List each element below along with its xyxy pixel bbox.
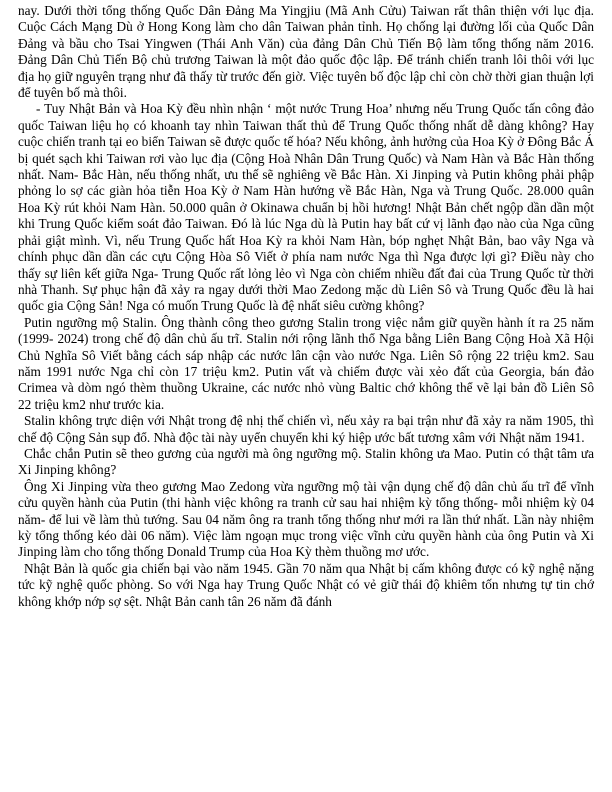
- paragraph-taiwan-analysis: - Tuy Nhật Bản và Hoa Kỳ đều nhìn nhận ‘ một nước Trung Hoa’ nhưng nếu Trung Quốc tấn công đảo quốc Taiwan liệu họ có khoanh tay nhìn Taiwan thất thủ để Trung Quốc thống nhất dễ dàng không? Hay cuộc chiến tranh tại eo biển Taiwan sẽ được quốc tế hóa? Nếu không, ảnh hưởng của Hoa Kỳ ở Đông Bắc Á bị quét sạch khi Taiwan rơi vào lục địa (Cộng Hoà Nhân Dân Trung Quốc) và Nam Hàn và Bắc Hàn thống nhất. Nam- Bắc Hàn, nếu thống nhất, ưu thế sẽ nghiêng về Bắc Hàn. Xi Jinping và Putin không phải phập phỏng lo sợ các giàn hỏa tiễn Hoa Kỳ ở Nam Hàn hướng về Bắc Hàn, Nga và Trung Quốc. 28.000 quân Hoa Kỳ rút khỏi Nam Hàn. 50.000 quân ở Okinawa chuẩn bị hồi hương! Nhật Bản chết ngộp dần dần một khi Trung Quốc kiểm soát đảo Taiwan. Đó là lúc Nga dù là Putin hay bất cứ vị lãnh đạo nào của Nga cũng phải giật mình. Vì, nếu Trung Quốc hất Hoa Kỳ ra khỏi Nam Hàn, bóp nghẹt Nhật Bản, bao vây Nga và chính phục dần dần các cựu Cộng Hòa Sô Viết ở phía nam nước Nga thì Nga được lợi gì? Điều này cho thấy sự liên kết giữa Nga- Trung Quốc rất lỏng lẻo vì Nga còn chiếm nhiều đất đai của Trung Quốc từ thời nhà Thanh. Sự phục hận đã xảy ra ngay dưới thời Mao Zedong mặc dù Liên Sô và Trung Quốc đều là hai quốc gia Cộng Sản! Nga có muốn Trung Quốc là đệ nhất siêu cường không?: [18, 101, 595, 314]
- paragraph-japan: Nhật Bản là quốc gia chiến bại vào năm 1945. Gần 70 năm qua Nhật bị cấm không được có kỹ nghệ nặng tức kỹ nghệ quốc phòng. So với Nga hay Trung Quốc Nhật có vẻ giữ thái độ khiêm tốn nhưng tự tin chớ không khớp nớp sợ sệt. Nhật Bản canh tân 26 năm đã đánh: [18, 560, 594, 609]
- paragraph-stalin-japan: Stalin không trực diện với Nhật trong đệ nhị thế chiến vì, nếu xảy ra bại trận như đã xảy ra năm 1905, thì chế độ Cộng Sản sụp đổ. Nhà độc tài này uyển chuyển khi ký hiệp ước bất tương xâm với Nhật năm 1941.: [18, 413, 594, 445]
- paragraph-xi-jinping: Ông Xi Jinping vừa theo gương Mao Zedong vừa ngưỡng mộ tài vận dụng chế độ dân chủ ấu trĩ để vĩnh cửu quyền hành của Putin (thi hành việc không ra tranh cử sau hai nhiệm kỳ tổng thống- mỗi nhiệm kỳ 04 năm- để lui về làm thủ tướng. Sau 04 năm ông ra tranh tổng thống như mới ra lần thứ nhất. Lần này nhiệm kỳ tổng thống kéo dài 06 năm). Việc làm ngoạn mục trong việc vĩnh cửu quyền hành của ông Putin và Xi Jinping làm cho tổng thống Donald Trump của Hoa Kỳ thèm thuồng mơ ước.: [18, 478, 594, 560]
- paragraph-putin-stalin: Putin ngưỡng mộ Stalin. Ông thành công theo gương Stalin trong việc nắm giữ quyền hành ít ra 25 năm (1999- 2024) trong chế độ dân chủ ấu trĩ. Stalin nới rộng lãnh thổ Nga bằng Liên Bang Cộng Hoà Xã Hội Chủ Nghĩa Sô Viết bằng cách sáp nhập các nước lân cận vào nước Nga. Liên Sô rộng 22 triệu km2. Sau năm 1991 nước Nga chỉ còn 17 triệu km2. Putin vất và chiếm được vài xẻo đất của Georgia, bán đảo Crimea và dòm ngó thèm thuồng Ukraine, các nước nhỏ vùng Baltic chớ không thể vẽ lại bản đồ Liên Sô 22 triệu km2 như trước kia.: [18, 314, 594, 412]
- paragraph-putin-xi: Chắc chắn Putin sẽ theo gương của người mà ông ngưỡng mộ. Stalin không ưa Mao. Putin có thật tâm ưa Xi Jinping không?: [18, 445, 594, 478]
- paragraph-continuation: nay. Dưới thời tổng thống Quốc Dân Đảng Ma Yingjiu (Mã Anh Cửu) Taiwan rất thân thiện với lục địa. Cuộc Cách Mạng Dù ở Hong Kong làm cho dân Taiwan phản tỉnh. Họ chống lại đường lối của Quốc Dân Đảng và bầu cho Tsai Yingwen (Thái Anh Văn) của đảng Dân Chủ Tiến Bộ làm tổng thống năm 2016. Đảng Dân Chủ Tiến Bộ chủ trương Taiwan là một đảo quốc độc lập. Để tránh chiến tranh lôi thôi với lục địa họ giữ nguyên trạng như đã thấy từ trước đến giờ. Việc tuyên bố độc lập chỉ còn chờ thời gian thuận lợi để tuyên bố mà thôi.: [18, 3, 594, 101]
